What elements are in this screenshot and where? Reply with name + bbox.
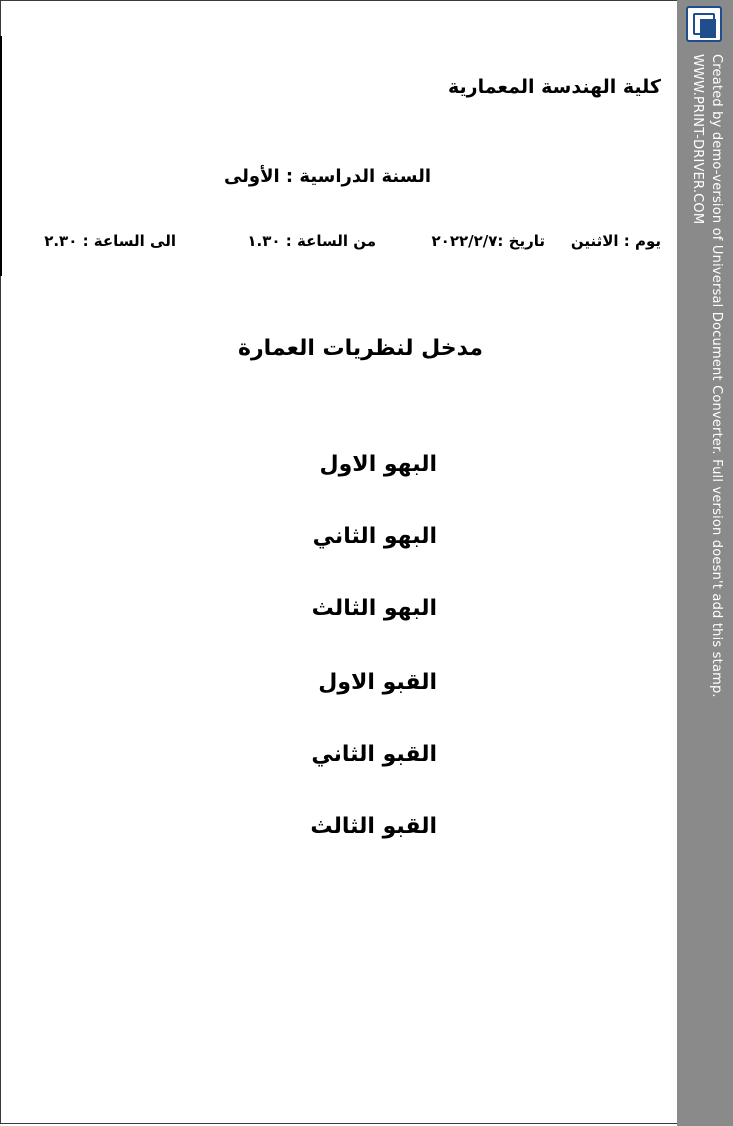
list-item: البهو الاول (319, 452, 437, 477)
exam-start-time: من الساعة : ١.٣٠ (247, 232, 376, 250)
exam-day: يوم : الاثنين (570, 232, 661, 250)
list-item: القبو الاول (318, 670, 437, 695)
stamp-line-created-by: Created by demo-version of Universal Document Converter. Full version doesn't add this stamp. (709, 54, 724, 698)
udc-logo-icon (686, 6, 722, 42)
list-item: القبو الثالث (310, 814, 437, 839)
exam-date: تاريخ :٢٠٢٢/٢/٧ (431, 232, 545, 250)
page-edge-mark (0, 36, 2, 276)
exam-end-time: الى الساعة : ٢.٣٠ (44, 232, 176, 250)
list-item: البهو الثاني (312, 524, 437, 549)
list-item: البهو الثالث (311, 596, 437, 621)
academic-year: السنة الدراسية : الأولى (223, 166, 431, 187)
subject-title: مدخل لنظريات العمارة (237, 336, 483, 361)
list-item: القبو الثاني (311, 742, 437, 767)
stamp-line-website: WWW.PRINT-DRIVER.COM (690, 54, 705, 225)
faculty-title: كلية الهندسة المعمارية (447, 76, 661, 98)
stamp-watermark-text (688, 54, 726, 698)
